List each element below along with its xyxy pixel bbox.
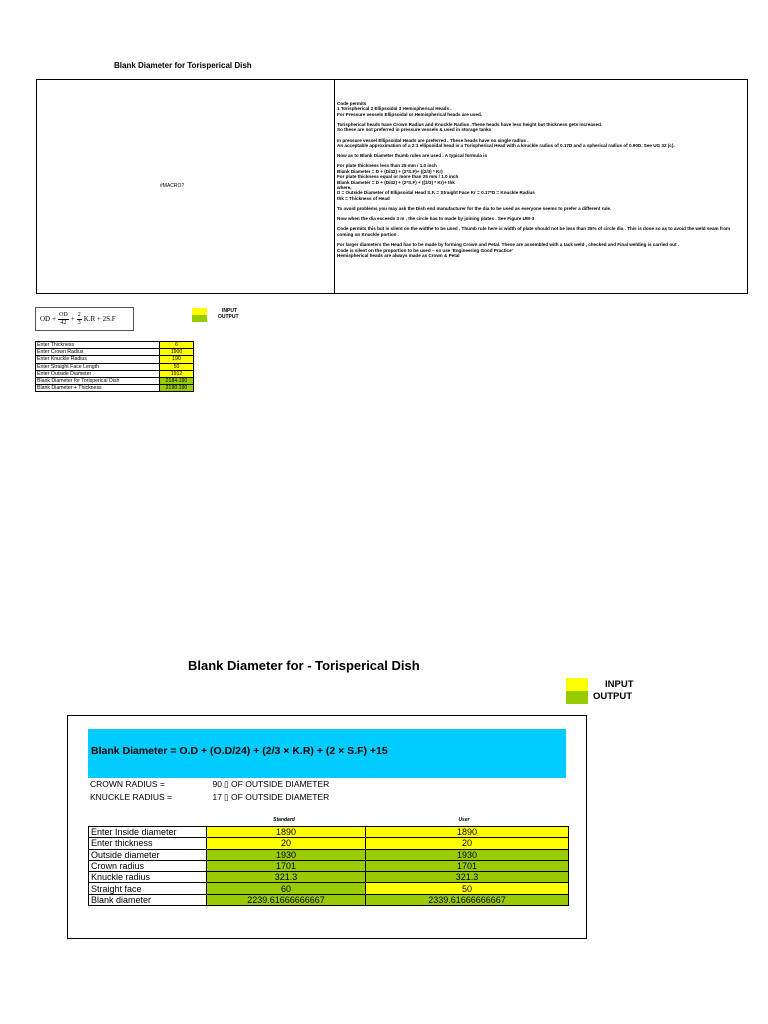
standard-value-cell: 1701 <box>207 860 366 871</box>
input-swatch <box>192 308 207 315</box>
user-value-cell: 2339.61666666667 <box>366 894 569 905</box>
table-row <box>36 377 194 384</box>
table-row <box>36 342 194 349</box>
standard-value-cell[interactable]: 1890 <box>207 827 366 838</box>
macro-error-cell: #MACRO? <box>160 183 185 189</box>
row-label: Blank diameter <box>89 894 207 905</box>
note-paragraph: To avoid problems you may ask the Dish end manufacturer for the dia to be used as everyone seems to prefer a different rule. <box>337 206 612 212</box>
row-label: Enter Outside Diameter <box>36 370 160 377</box>
input-swatch <box>566 678 588 691</box>
table-row <box>89 872 569 883</box>
note-paragraph: Now as to Blank Diameter thumb rules are used . A typical formula is <box>337 153 488 159</box>
fraction-denominator: 3 <box>77 319 81 326</box>
knuckle-radius-ratio <box>90 792 330 802</box>
knuckle-radius-label: KNUCKLE RADIUS = <box>90 792 172 802</box>
note-paragraph: For plate thickness less than 25 mm / 1.0 inch Blank Diameter = D + (D/42) + (2*S.F)+ ((2/3) * Kr) For plate thickness equal or more than 25 mm / 1.0 inch Blank Diameter = D + (D/42) + (2*S.F) + ((2/3) * Kr)+ thk where, D = Outside Diameter of Ellipsoidal Head S.F. = Straight Face Kr = 0.17*D = Knuckle Radius thk = Thickness of Head <box>337 163 535 201</box>
standard-value-cell: 321.3 <box>207 872 366 883</box>
standard-value-cell[interactable]: 20 <box>207 838 366 849</box>
output-legend-label: OUTPUT <box>218 314 239 320</box>
formula-rest: K.R + 2S.F <box>83 315 116 323</box>
row-label: Knuckle radius <box>89 872 207 883</box>
output-cell: 2190.190 <box>160 385 194 392</box>
note-paragraph: In pressure vessel Ellipsoidal Heads are preferred . These heads have no single radius . An acceptable approximation of a 2:1 ellipsoidal head is a Torispherical Head with a knuckle radius of 0.17D and a spherical radius of 0.90D. See UG 32 (c). <box>337 137 675 149</box>
formula-image <box>35 307 134 331</box>
main-calc-table <box>88 826 569 906</box>
formula-od: OD <box>40 315 51 323</box>
crown-radius-percent[interactable]: 90 <box>212 779 222 789</box>
table-row <box>36 363 194 370</box>
input-legend-label: INPUT <box>222 308 237 314</box>
row-label: Outside diameter <box>89 849 207 860</box>
note-paragraph: Code permits this but is silent on the widthe to be used . Thumb rule here is width of plate should not be less than 25% of circle dia . This is done so as to avoid the weld seam from coming on Knuckle portion . <box>337 226 731 237</box>
row-label: Enter Inside diameter <box>89 827 207 838</box>
formula-plus: + <box>52 315 57 323</box>
row-label: Enter Straight Face Length <box>36 363 160 370</box>
column-header-user: User <box>458 817 470 823</box>
formula-text: Blank Diameter = O.D + (O.D/24) + (2/3 × K.R) + (2 × S.F) +15 <box>91 745 388 757</box>
row-label: Enter thickness <box>89 838 207 849</box>
page-title-top: Blank Diameter for Torisperical Dish <box>114 61 252 70</box>
user-value-cell[interactable]: 50 <box>366 883 569 894</box>
input-cell[interactable]: 6 <box>160 342 194 349</box>
note-paragraph: Code permits 1 Torispherical 2 Ellipsoidal 3 Hemispherical Heads . For Pressure vessels Ellipsoidal or Hemispherical heads are used. <box>337 101 483 117</box>
note-paragraph: For larger diameters the Head has to be made by forming Crown and Petal. These are assembled with a tack weld , checked and Final welding is carried out . Code is silent on the proportion to be used – so use 'Engineering Good Practice' Hemispherical heads are always made as Crown & Petal <box>337 242 680 258</box>
user-value-cell: 1701 <box>366 860 569 871</box>
user-value-cell[interactable]: 20 <box>366 838 569 849</box>
formula-fraction-2-3 <box>77 312 82 327</box>
table-row <box>89 883 569 894</box>
user-value-cell: 1930 <box>366 849 569 860</box>
fraction-denominator: 42 <box>60 319 67 326</box>
output-swatch <box>192 315 207 322</box>
table-row <box>36 385 194 392</box>
crown-radius-suffix: ▯ OF OUTSIDE DIAMETER <box>224 779 330 789</box>
input-cell[interactable]: 50 <box>160 363 194 370</box>
crown-radius-label: CROWN RADIUS = <box>90 779 165 789</box>
table-row <box>89 849 569 860</box>
page-title-main: Blank Diameter for - Torisperical Dish <box>188 658 420 673</box>
standard-value-cell: 60 <box>207 883 366 894</box>
table-row <box>89 860 569 871</box>
crown-radius-ratio <box>90 779 330 789</box>
knuckle-radius-percent[interactable]: 17 <box>212 792 222 802</box>
standard-value-cell: 1930 <box>207 849 366 860</box>
row-label: Enter Thickness <box>36 342 160 349</box>
column-header-standard: Standard <box>273 817 295 823</box>
formula-plus: + <box>70 315 75 323</box>
input-cell[interactable]: 190 <box>160 356 194 363</box>
table-row <box>36 370 194 377</box>
output-legend-label: OUTPUT <box>593 691 633 702</box>
table-row <box>89 827 569 838</box>
table-row <box>36 356 194 363</box>
output-cell: 2184.190 <box>160 377 194 384</box>
user-value-cell[interactable]: 1890 <box>366 827 569 838</box>
row-label: Enter Knuckle Radius <box>36 356 160 363</box>
standard-value-cell: 2239.61666666667 <box>207 894 366 905</box>
table-row <box>36 349 194 356</box>
input-cell[interactable]: 1912 <box>160 370 194 377</box>
row-label: Blank Diameter + Thickness <box>36 385 160 392</box>
input-cell[interactable]: 1900 <box>160 349 194 356</box>
notes-text <box>337 101 745 263</box>
note-paragraph: Torispherical heads have Crown Radius and Knuckle Radius .These heads have less height but thickness gets increased. So these are not preferred in pressure vessels & used in storage tanks <box>337 122 603 133</box>
knuckle-radius-suffix: ▯ OF OUTSIDE DIAMETER <box>224 792 330 802</box>
table-row <box>89 838 569 849</box>
formula-fraction-od-42 <box>58 312 69 327</box>
table-row <box>89 894 569 905</box>
fraction-numerator: 2 <box>77 311 81 318</box>
row-label: Crown radius <box>89 860 207 871</box>
fraction-numerator: OD <box>59 311 68 318</box>
row-label: Blank Diameter for Torisperical Dish <box>36 377 160 384</box>
user-value-cell: 321.3 <box>366 872 569 883</box>
small-calc-table <box>35 341 194 392</box>
row-label: Enter Crown Radius <box>36 349 160 356</box>
output-swatch <box>566 691 588 704</box>
input-legend-label: INPUT <box>605 679 634 690</box>
row-label: Straight face <box>89 883 207 894</box>
note-paragraph: Now when the dia exceeds 3 m , the circle has to made by joining plates . See Figure UW-3 <box>337 216 535 222</box>
notes-divider <box>334 79 335 294</box>
